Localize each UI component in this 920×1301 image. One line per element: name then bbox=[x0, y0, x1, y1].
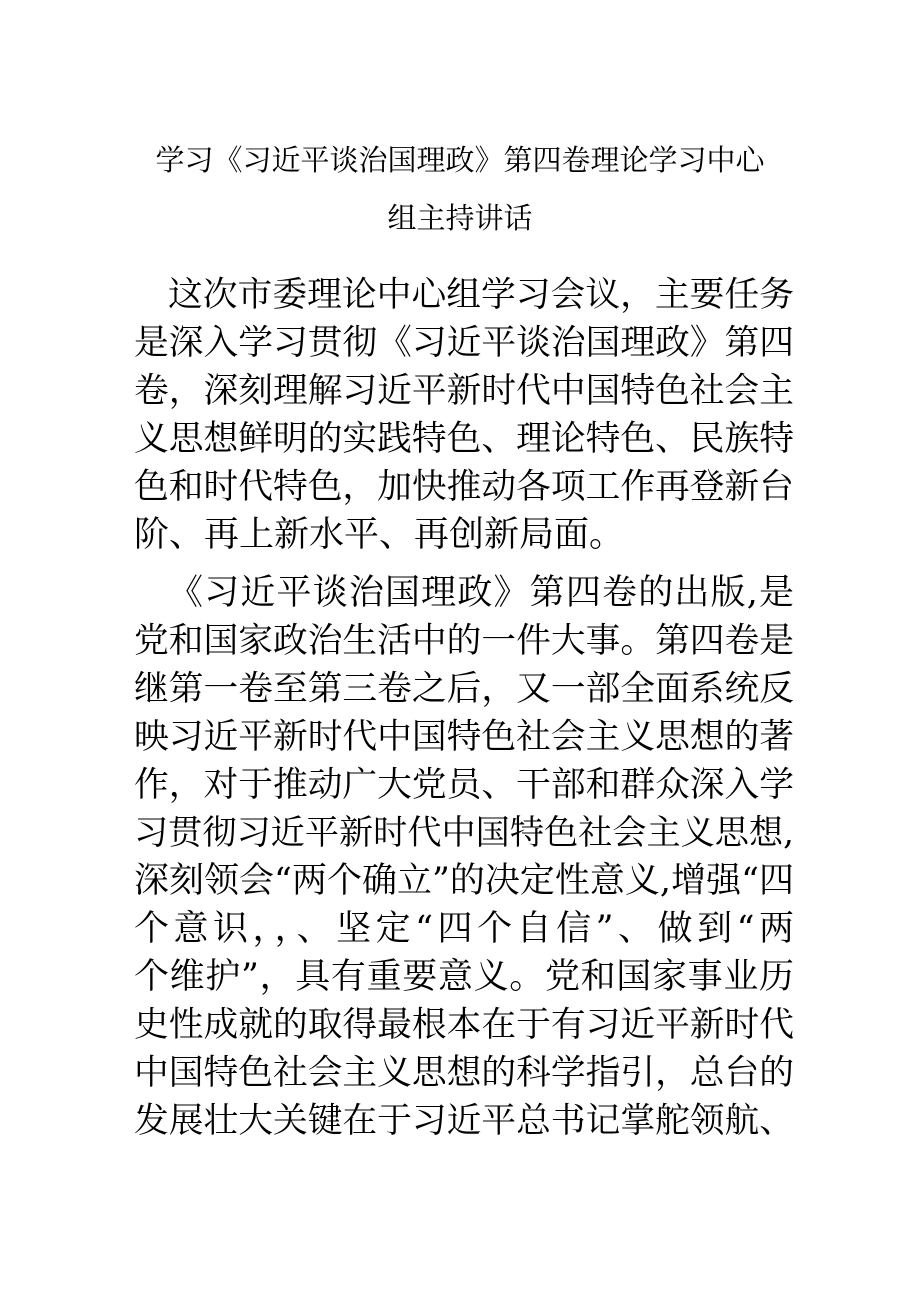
paragraph-line: 中国特色社会主义思想的科学指引，总台的 bbox=[134, 1053, 794, 1093]
paragraph-line: 个意识，，、坚定“四个自信”、做到“两 bbox=[134, 909, 794, 949]
paragraph-line: 继第一卷至第三卷之后，又一部全面系统反 bbox=[134, 669, 794, 709]
paragraph-line: 党和国家政治生活中的一件大事。第四卷是 bbox=[134, 621, 794, 661]
paragraph-line: 色和时代特色，加快推动各项工作再登新台 bbox=[134, 467, 794, 507]
paragraph-line: 作，对于推动广大党员、干部和群众深入学 bbox=[134, 765, 794, 805]
paragraph-line: 习贯彻习近平新时代中国特色社会主义思想, bbox=[134, 813, 794, 853]
paragraph-line: 《习近平谈治国理政》第四卷的出版,是 bbox=[168, 573, 794, 613]
paragraph-line: 这次市委理论中心组学习会议，主要任务 bbox=[168, 275, 794, 315]
paragraph-line: 个维护”，具有重要意义。党和国家事业历 bbox=[134, 957, 794, 997]
paragraph-line: 发展壮大关键在于习近平总书记掌舵领航、 bbox=[134, 1101, 794, 1141]
paragraph-line: 义思想鲜明的实践特色、理论特色、民族特 bbox=[134, 419, 794, 459]
paragraph-line: 是深入学习贯彻《习近平谈治国理政》第四 bbox=[134, 323, 794, 363]
document-title bbox=[0, 131, 920, 247]
paragraph-line: 深刻领会“两个确立”的决定性意义,增强“四 bbox=[134, 861, 794, 901]
paragraph-line: 卷，深刻理解习近平新时代中国特色社会主 bbox=[134, 371, 794, 411]
title-line-2: 组主持讲话 bbox=[387, 201, 533, 235]
paragraph-line: 阶、再上新水平、再创新局面。 bbox=[134, 515, 625, 555]
title-line-1: 学习《习近平谈治国理政》第四卷理论学习中心 bbox=[155, 143, 765, 177]
paragraph-line: 映习近平新时代中国特色社会主义思想的著 bbox=[134, 717, 794, 757]
paragraph-line: 史性成就的取得最根本在于有习近平新时代 bbox=[134, 1005, 794, 1045]
